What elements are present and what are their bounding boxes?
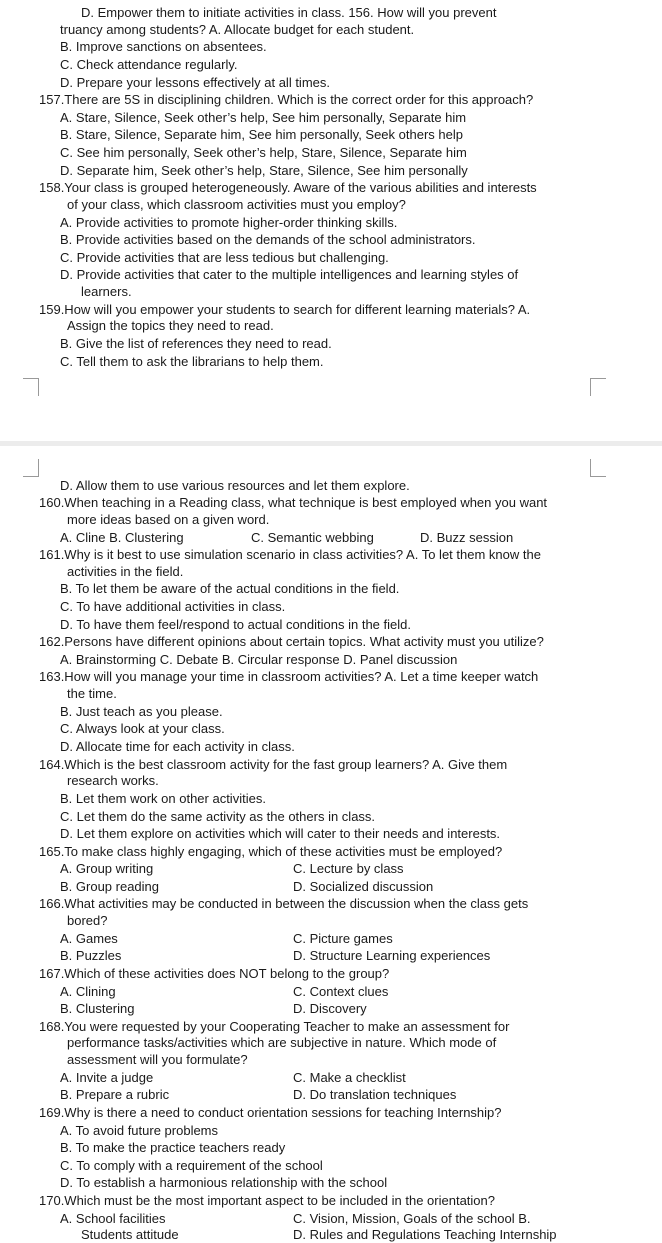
q160-stem-cont: more ideas based on a given word. xyxy=(67,512,270,527)
q169-option-a: A. To avoid future problems xyxy=(60,1123,219,1138)
q163-option-b: B. Just teach as you please. xyxy=(60,704,223,719)
q170-option-b: Students attitude xyxy=(81,1227,179,1242)
q170-option-c: C. Vision, Mission, Goals of the school B. xyxy=(293,1211,531,1226)
q160-stem: 160.When teaching in a Reading class, what technique is best employed when you want xyxy=(39,495,548,510)
q168-option-b: B. Prepare a rubric xyxy=(60,1087,170,1102)
q166-option-d: D. Structure Learning experiences xyxy=(293,948,491,963)
q166-option-b: B. Puzzles xyxy=(60,948,122,963)
crop-mark-top-left xyxy=(23,378,39,396)
q167-option-c: C. Context clues xyxy=(293,984,389,999)
q168-option-d: D. Do translation techniques xyxy=(293,1087,457,1102)
q158-option-b: B. Provide activities based on the demands of the school administrators. xyxy=(60,232,476,247)
q157-option-a: A. Stare, Silence, Seek other’s help, See him personally, Separate him xyxy=(60,110,467,125)
q167-option-b: B. Clustering xyxy=(60,1001,135,1016)
q165-stem: 165.To make class highly engaging, which of these activities must be employed? xyxy=(39,844,503,859)
q166-option-c: C. Picture games xyxy=(293,931,393,946)
q165-option-c: C. Lecture by class xyxy=(293,861,404,876)
q164-option-b: B. Let them work on other activities. xyxy=(60,791,266,806)
q167-option-a: A. Clining xyxy=(60,984,116,999)
q161-option-b: B. To let them be aware of the actual conditions in the field. xyxy=(60,581,400,596)
q157-option-d: D. Separate him, Seek other’s help, Stare, Silence, See him personally xyxy=(60,163,468,178)
q168-stem-cont-1: performance tasks/activities which are subjective in nature. Which mode of xyxy=(67,1035,497,1050)
q158-stem-cont: of your class, which classroom activities must you employ? xyxy=(67,197,406,212)
q163-stem: 163.How will you manage your time in classroom activities? A. Let a time keeper watch xyxy=(39,669,539,684)
q159-option-d: D. Allow them to use various resources and let them explore. xyxy=(60,478,410,493)
q159-stem: 159.How will you empower your students to search for different learning materials? A. xyxy=(39,302,531,317)
q169-option-d: D. To establish a harmonious relationship with the school xyxy=(60,1175,388,1190)
q163-option-a: the time. xyxy=(67,686,117,701)
q169-option-c: C. To comply with a requirement of the school xyxy=(60,1158,323,1173)
q170-option-a: A. School facilities xyxy=(60,1211,166,1226)
crop-mark-bottom-right xyxy=(590,459,606,477)
q161-stem: 161.Why is it best to use simulation scenario in class activities? A. To let them know the xyxy=(39,547,541,562)
q165-option-d: D. Socialized discussion xyxy=(293,879,434,894)
q160-options-ab: A. Cline B. Clustering xyxy=(60,530,184,545)
q163-option-d: D. Allocate time for each activity in class. xyxy=(60,739,295,754)
q159-option-b: B. Give the list of references they need to read. xyxy=(60,336,332,351)
q156-option-c: C. Check attendance regularly. xyxy=(60,57,238,72)
q165-option-b: B. Group reading xyxy=(60,879,160,894)
q160-option-c: C. Semantic webbing xyxy=(251,530,374,545)
page-separator xyxy=(0,441,662,446)
q158-option-c: C. Provide activities that are less tedious but challenging. xyxy=(60,250,389,265)
q164-option-d: D. Let them explore on activities which will cater to their needs and interests. xyxy=(60,826,501,841)
q168-option-c: C. Make a checklist xyxy=(293,1070,406,1085)
q159-option-a: Assign the topics they need to read. xyxy=(67,318,274,333)
crop-mark-bottom-left xyxy=(23,459,39,477)
q161-option-c: C. To have additional activities in class. xyxy=(60,599,286,614)
q170-option-d: D. Rules and Regulations Teaching Internship xyxy=(293,1227,557,1242)
q155-option-d-q156-stem: D. Empower them to initiate activities in class. 156. How will you prevent xyxy=(81,5,497,20)
q166-option-a: A. Games xyxy=(60,931,118,946)
q167-option-d: D. Discovery xyxy=(293,1001,367,1016)
q161-option-a: activities in the field. xyxy=(67,564,184,579)
q169-option-b: B. To make the practice teachers ready xyxy=(60,1140,286,1155)
q165-option-a: A. Group writing xyxy=(60,861,154,876)
q166-stem: 166.What activities may be conducted in between the discussion when the class gets xyxy=(39,896,529,911)
q167-stem: 167.Which of these activities does NOT belong to the group? xyxy=(39,966,390,981)
q164-stem: 164.Which is the best classroom activity for the fast group learners? A. Give them xyxy=(39,757,508,772)
q168-stem: 168.You were requested by your Cooperating Teacher to make an assessment for xyxy=(39,1019,510,1034)
q168-stem-cont-2: assessment will you formulate? xyxy=(67,1052,248,1067)
q156-option-d: D. Prepare your lessons effectively at all times. xyxy=(60,75,330,90)
q157-stem: 157.There are 5S in disciplining children. Which is the correct order for this approach? xyxy=(39,92,534,107)
q158-option-d-cont: learners. xyxy=(81,284,132,299)
q157-option-b: B. Stare, Silence, Separate him, See him personally, Seek others help xyxy=(60,127,463,142)
q163-option-c: C. Always look at your class. xyxy=(60,721,225,736)
q158-option-a: A. Provide activities to promote higher-order thinking skills. xyxy=(60,215,398,230)
q168-option-a: A. Invite a judge xyxy=(60,1070,154,1085)
q170-stem: 170.Which must be the most important aspect to be included in the orientation? xyxy=(39,1193,495,1208)
q161-option-d: D. To have them feel/respond to actual conditions in the field. xyxy=(60,617,411,632)
q157-option-c: C. See him personally, Seek other’s help, Stare, Silence, Separate him xyxy=(60,145,467,160)
q156-option-b: B. Improve sanctions on absentees. xyxy=(60,39,267,54)
q162-stem: 162.Persons have different opinions about certain topics. What activity must you utilize? xyxy=(39,634,544,649)
crop-mark-top-right xyxy=(590,378,606,396)
q169-stem: 169.Why is there a need to conduct orientation sessions for teaching Internship? xyxy=(39,1105,502,1120)
q164-option-a: research works. xyxy=(67,773,159,788)
q159-option-c: C. Tell them to ask the librarians to help them. xyxy=(60,354,324,369)
q162-options: A. Brainstorming C. Debate B. Circular response D. Panel discussion xyxy=(60,652,458,667)
q166-stem-cont: bored? xyxy=(67,913,108,928)
q164-option-c: C. Let them do the same activity as the others in class. xyxy=(60,809,376,824)
q158-stem: 158.Your class is grouped heterogeneously. Aware of the various abilities and interests xyxy=(39,180,537,195)
q158-option-d: D. Provide activities that cater to the multiple intelligences and learning styles of xyxy=(60,267,519,282)
q156-stem-cont: truancy among students? A. Allocate budget for each student. xyxy=(60,22,415,37)
q160-option-d: D. Buzz session xyxy=(420,530,514,545)
